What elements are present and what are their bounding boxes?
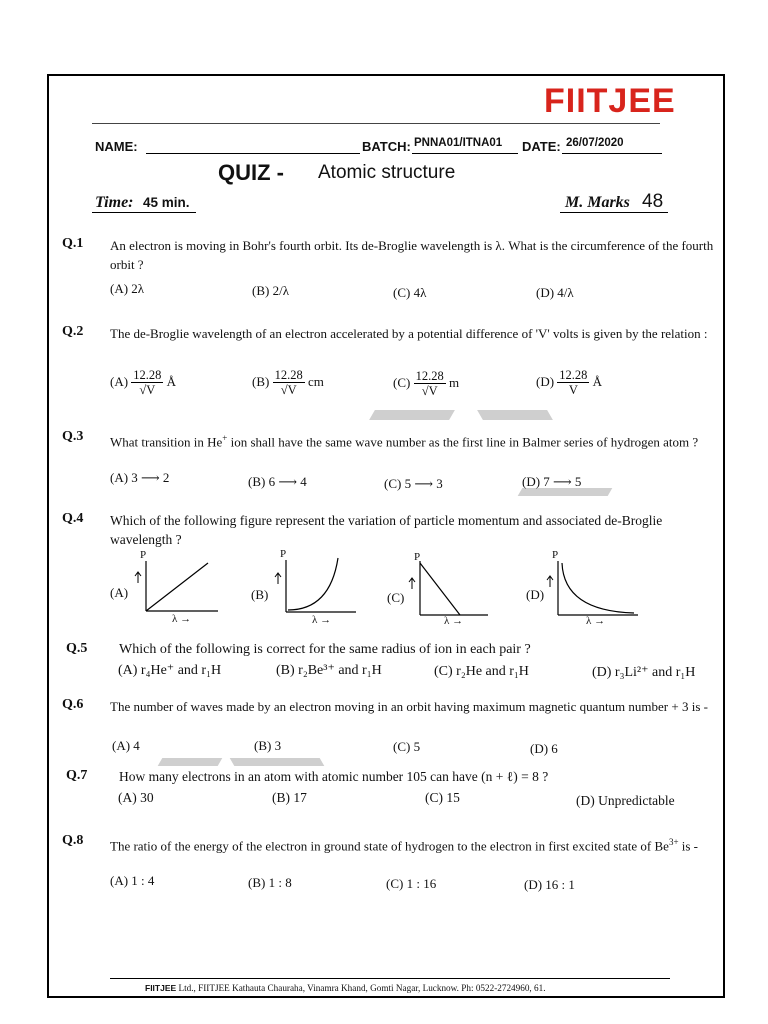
option-a: (A) r₄He⁺ and r₁H (118, 663, 222, 678)
marks-label: M. Marks (565, 194, 630, 211)
graph-a (130, 549, 220, 633)
option-label: (C) (393, 374, 411, 390)
question-number: Q.7 (66, 768, 88, 783)
question-number: Q.1 (62, 236, 84, 251)
question-text (110, 833, 714, 855)
date-label: DATE: (522, 139, 561, 154)
fraction (131, 368, 163, 398)
question-number: Q.5 (66, 641, 88, 656)
option-c: (C) r₂He and r₁H (434, 664, 529, 679)
question-text: An electron is moving in Bohr's fourth orbit. Its de-Broglie wavelength is λ. What is the circumference of the fourth orbit ? (110, 238, 714, 272)
question-number: Q.4 (62, 511, 84, 526)
y-axis-label: P (552, 549, 559, 561)
option-d (536, 368, 602, 398)
x-axis-label: λ → (172, 613, 192, 625)
graph-d (542, 549, 642, 633)
x-axis-label: λ → (312, 614, 332, 626)
time-label: Time: (95, 194, 134, 211)
batch-value: PNNA01/ITNA01 (414, 137, 503, 149)
option-unit: Å (166, 373, 177, 389)
question-text: Which of the following figure represent the variation of particle momentum and associated de-Broglie wavelength ? (110, 513, 663, 547)
fraction (557, 368, 589, 398)
option-d: (D) (526, 587, 545, 602)
option-b: (B) 6 ⟶ 4 (248, 474, 307, 489)
graph-b (270, 550, 360, 632)
text-part: What transition in He (110, 434, 223, 450)
option-b (252, 368, 324, 398)
option-label: (B) (252, 373, 270, 389)
option-c: (C) 1 : 16 (386, 876, 437, 891)
marks-underline (560, 212, 668, 213)
name-label: NAME: (95, 139, 138, 154)
fraction (273, 368, 305, 398)
y-axis-label: P (140, 549, 147, 561)
option-a: (A) (110, 585, 129, 600)
fraction-denominator: √V (139, 383, 156, 397)
question-number: Q.8 (62, 833, 84, 848)
fraction-denominator: √V (280, 383, 297, 397)
option-a: (A) 2λ (110, 281, 145, 296)
superscript: + (222, 433, 228, 443)
option-a: (A) 30 (118, 790, 154, 805)
time-value: 45 min. (143, 195, 190, 210)
option-d: (D) 7 ⟶ 5 (522, 474, 582, 489)
option-b: (B) 1 : 8 (248, 875, 292, 890)
text-part: The ratio of the energy of the electron in ground state of hydrogen to the electron in first excited state of Be (110, 838, 669, 854)
watermark-shape (369, 410, 455, 420)
fraction (414, 369, 446, 399)
option-b: (B) 17 (272, 790, 307, 805)
option-b: (B) (251, 587, 269, 602)
watermark-shape (477, 410, 553, 420)
option-d: (D) Unpredictable (576, 793, 675, 808)
option-c (393, 369, 459, 399)
option-c: (C) 5 (393, 739, 421, 754)
option-c: (C) (387, 590, 405, 605)
text-part: ion shall have the same wave number as the first line in Balmer series of hydrogen atom ? (227, 434, 699, 450)
footer-text (145, 983, 546, 993)
option-a: (A) 1 : 4 (110, 873, 155, 888)
fraction-numerator: 12.28 (559, 368, 588, 382)
option-c: (C) 5 ⟶ 3 (384, 476, 443, 491)
batch-line (412, 153, 518, 154)
question-text: The de-Broglie wavelength of an electron accelerated by a potential difference of 'V' volts is given by the relation : (110, 326, 708, 341)
text-part: is - (678, 838, 699, 854)
question-text (110, 429, 720, 451)
question-text: How many electrons in an atom with atomic number 105 can have (n + ℓ) = 8 ? (119, 769, 549, 784)
marks-value: 48 (642, 191, 664, 212)
superscript: 3+ (668, 837, 679, 847)
footer-rule (110, 978, 670, 979)
header-rule (92, 123, 660, 124)
fraction-numerator: 12.28 (415, 369, 444, 383)
option-unit: cm (307, 373, 324, 389)
fraction-numerator: 12.28 (274, 368, 303, 382)
fraction-denominator: V (568, 383, 578, 397)
time-underline (92, 212, 196, 213)
question-number: Q.2 (62, 324, 84, 339)
option-d: (D) r₃Li²⁺ and r₁H (592, 665, 696, 680)
fiitjee-logo: FIITJEE (544, 82, 676, 120)
option-b: (B) r₂Be³⁺ and r₁H (276, 663, 382, 678)
option-a: (A) 3 ⟶ 2 (110, 470, 170, 485)
y-axis-label: P (414, 551, 421, 563)
x-axis-label: λ → (444, 615, 464, 627)
option-b: (B) 3 (254, 738, 282, 753)
question-text: Which of the following is correct for the same radius of ion in each pair ? (119, 642, 531, 657)
option-d: (D) 6 (530, 741, 558, 756)
date-line (562, 153, 662, 154)
option-label: (D) (536, 373, 555, 389)
watermark-shape (158, 758, 223, 766)
question-number: Q.3 (62, 429, 84, 444)
batch-label: BATCH: (362, 139, 411, 154)
quiz-title: QUIZ - (218, 160, 284, 185)
option-label: (A) (110, 373, 129, 389)
fraction-denominator: √V (421, 384, 438, 398)
option-c: (C) 15 (425, 790, 460, 805)
graph-c (404, 551, 494, 633)
footer-brand: FIITJEE (145, 983, 177, 993)
option-unit: Å (592, 373, 603, 389)
watermark-shape (230, 758, 325, 766)
question-text: The number of waves made by an electron moving in an orbit having maximum magnetic quantum number + 3 is - (110, 699, 708, 714)
name-line (146, 153, 360, 154)
option-a: (A) 4 (112, 738, 140, 753)
y-axis-label: P (280, 548, 287, 560)
fraction-numerator: 12.28 (133, 368, 162, 382)
option-d: (D) 4/λ (536, 285, 574, 300)
footer-address: Ltd., FIITJEE Kathauta Chauraha, Vinamra Khand, Gomti Nagar, Lucknow. Ph: 0522-2724960, 61. (176, 983, 546, 993)
date-value: 26/07/2020 (566, 137, 624, 149)
option-d: (D) 16 : 1 (524, 877, 575, 892)
question-number: Q.6 (62, 697, 84, 712)
x-axis-label: λ → (586, 615, 606, 627)
option-a (110, 368, 176, 398)
option-b: (B) 2/λ (252, 283, 289, 298)
option-unit: m (448, 374, 460, 390)
option-c: (C) 4λ (393, 285, 427, 300)
quiz-topic: Atomic structure (318, 162, 456, 183)
